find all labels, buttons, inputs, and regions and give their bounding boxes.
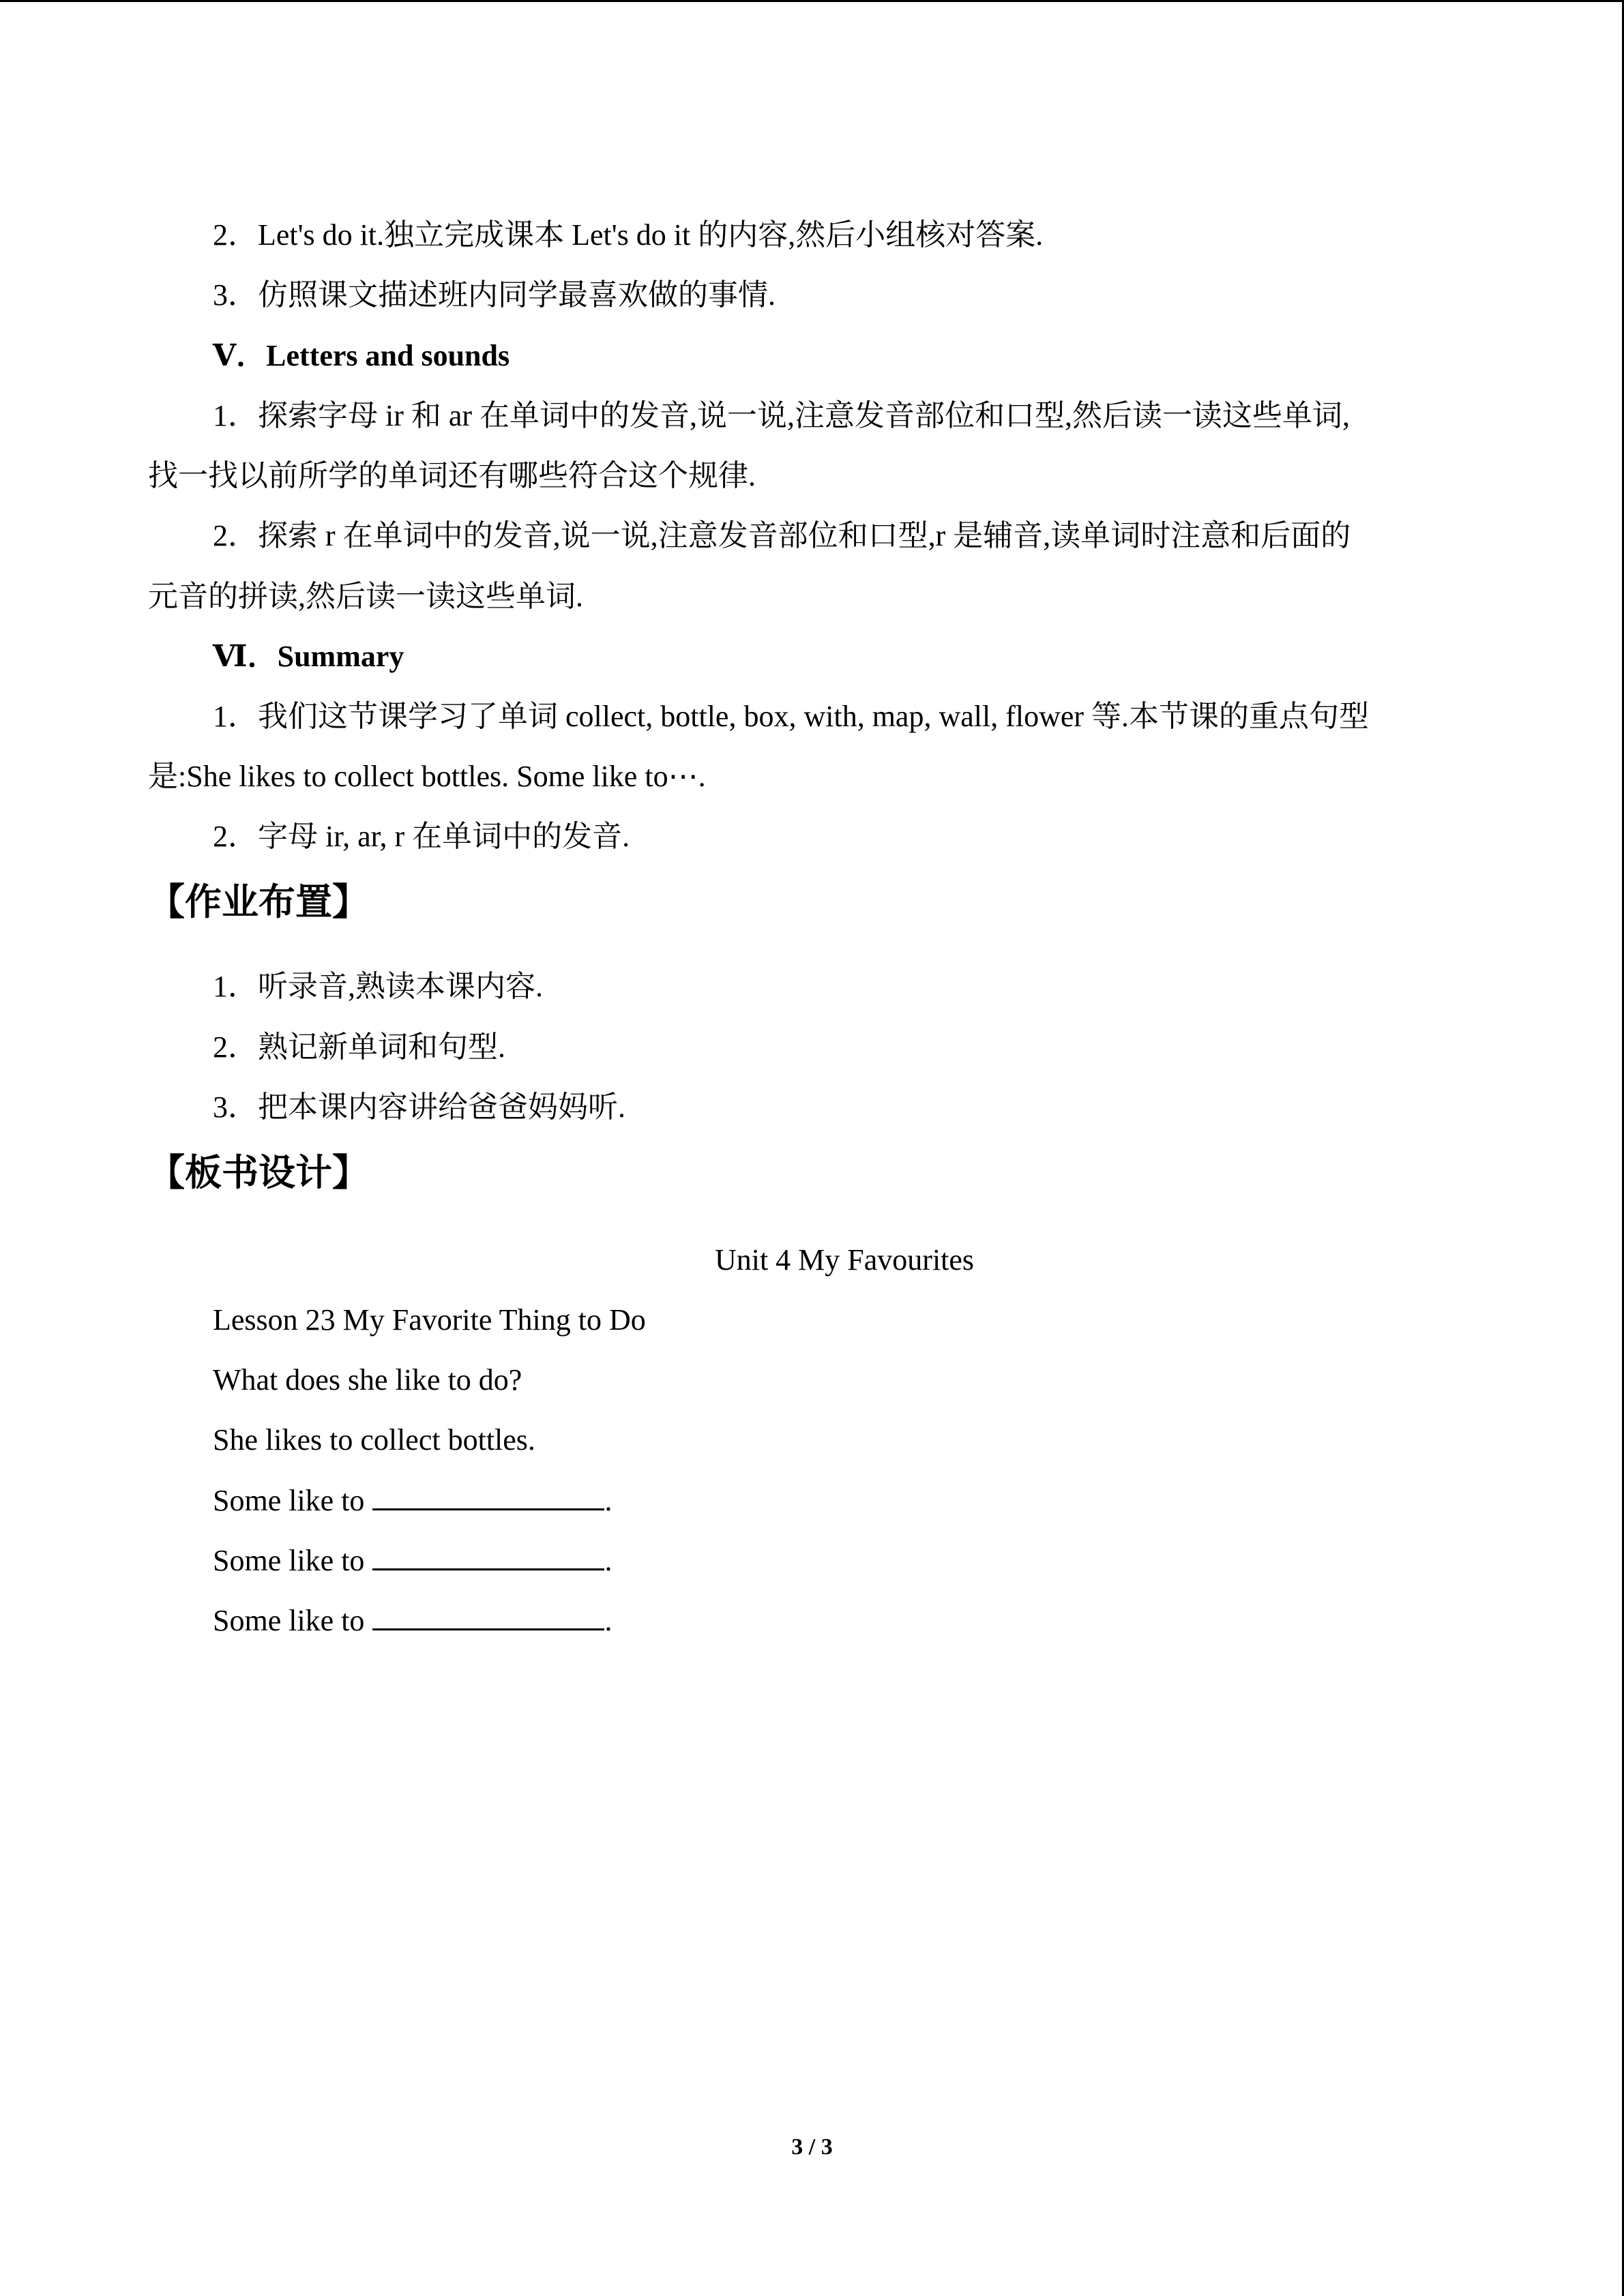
blank-suffix: .: [604, 1604, 612, 1637]
fill-blank: [372, 1541, 604, 1570]
board-line-question: What does she like to do?: [213, 1363, 522, 1397]
section-vi-item2: 2．字母 ir, ar, r 在单词中的发音.: [213, 820, 630, 853]
homework-heading: 【作业布置】: [148, 880, 369, 923]
homework-item-2: 2．熟记新单词和句型.: [213, 1030, 505, 1064]
section-vi-item1-line1: 1．我们这节课学习了单词 collect, bottle, box, with, map, wall, flower 等.本节课的重点句型: [213, 700, 1370, 733]
homework-item-3: 3．把本课内容讲给爸爸妈妈听.: [213, 1090, 625, 1124]
section-vi-heading: Ⅵ．Summary: [213, 640, 404, 673]
blank-prefix: Some like to: [213, 1484, 365, 1517]
board-blank-line-2: [213, 1540, 612, 1581]
blank-suffix: .: [604, 1484, 612, 1517]
process-item-2: 2．Let's do it.独立完成课本 Let's do it 的内容,然后小组核对答案.: [213, 218, 1044, 252]
homework-item-1: 1．听录音,熟读本课内容.: [213, 970, 543, 1003]
page-number: 3 / 3: [791, 2134, 833, 2160]
fill-blank: [372, 1481, 604, 1510]
blank-prefix: Some like to: [213, 1604, 365, 1637]
board-blank-line-1: [213, 1480, 612, 1521]
board-design-title: Unit 4 My Favourites: [714, 1243, 975, 1277]
process-item-3: 3．仿照课文描述班内同学最喜欢做的事情.: [213, 278, 776, 312]
page-border-top: [0, 0, 1624, 2]
section-v-item2-line1: 2．探索 r 在单词中的发音,说一说,注意发音部位和口型,r 是辅音,读单词时注意和后面的: [213, 519, 1351, 552]
section-v-item1-line1: 1．探索字母 ir 和 ar 在单词中的发音,说一说,注意发音部位和口型,然后读一读这些单词,: [213, 399, 1350, 432]
board-line-answer: She likes to collect bottles.: [213, 1423, 535, 1457]
board-line-lesson: Lesson 23 My Favorite Thing to Do: [213, 1303, 646, 1337]
fill-blank: [372, 1601, 604, 1630]
blank-suffix: .: [604, 1544, 612, 1577]
section-vi-item1-line2: 是:She likes to collect bottles. Some like to⋯.: [148, 760, 706, 793]
section-v-heading: Ⅴ．Letters and sounds: [213, 339, 510, 372]
section-v-item1-line2: 找一找以前所学的单词还有哪些符合这个规律.: [148, 459, 756, 492]
board-blank-line-3: [213, 1600, 612, 1641]
section-v-item2-line2: 元音的拼读,然后读一读这些单词.: [148, 580, 583, 613]
blank-prefix: Some like to: [213, 1544, 365, 1577]
board-design-heading: 【板书设计】: [148, 1151, 369, 1194]
